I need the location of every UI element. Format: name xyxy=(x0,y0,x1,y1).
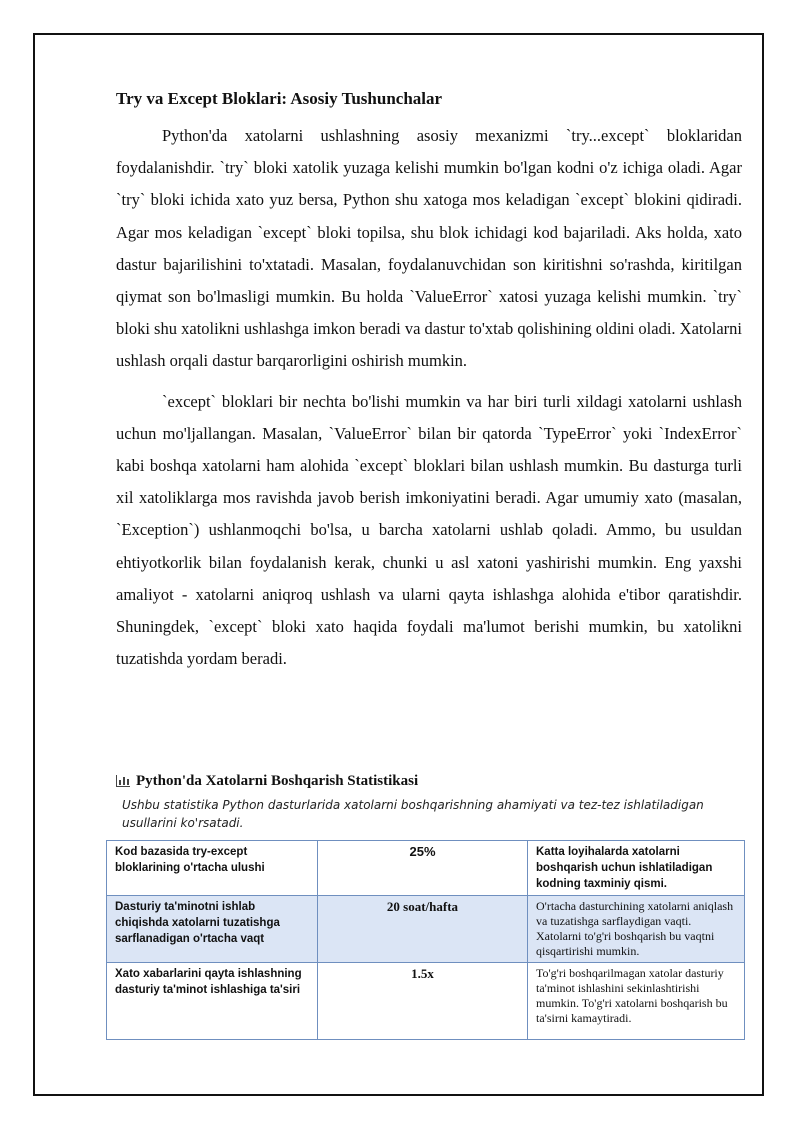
stat-note: To'g'ri boshqarilmagan xatolar dasturiy ta'minot ishlashini sekinlashtirishi mumkin. To'g'ri xatolarni boshqarish bu ta'sirni kamaytiradi. xyxy=(528,963,745,1040)
stats-description: Ushbu statistika Python dasturlarida xatolarni boshqarishning ahamiyati va tez-tez ishlatiladigan usullarini ko'rsatadi. xyxy=(122,798,704,830)
stat-value: 25% xyxy=(318,841,528,896)
stats-table xyxy=(106,840,745,1040)
stat-note: Katta loyihalarda xatolarni boshqarish uchun ishlatiladigan kodning taxminiy qismi. xyxy=(528,841,745,896)
table-row xyxy=(107,896,745,963)
stats-header xyxy=(116,760,742,832)
table-row xyxy=(107,841,745,896)
paragraph-2: `except` bloklari bir nechta bo'lishi mumkin va har biri turli xildagi xatolarni ushlash uchun mo'ljallangan. Masalan, `ValueError` bilan bir qatorda `TypeError` yoki `IndexError` kabi boshqa xatolarni ham alohida `except` bloklari bilan ushlash mumkin. Bu dasturga turli xil xatoliklarga mos ravishda javob berish imkoniyatini beradi. Agar umumiy xato (masalan, `Exception`) ushlanmoqchi bo'lsa, u barcha xatolarni ushlab qoladi. Ammo, bu usuldan ehtiyotkorlik bilan foydalanish kerak, chunki u asl xatoni yashirishi mumkin. Eng yaxshi amaliyot - xatolarni aniqroq ushlash va ularni qayta ishlashga alohida e'tibor qaratishdir. Shuningdek, `except` bloki xato haqida foydali ma'lumot berishi mumkin, bu xatolikni tuzatishda yordam beradi. xyxy=(116,391,742,669)
stat-label: Kod bazasida try-except bloklarining o'rtacha ulushi xyxy=(107,841,318,896)
section-heading: Try va Except Bloklari: Asosiy Tushunchalar xyxy=(116,89,443,108)
table-row xyxy=(107,963,745,1040)
paragraph-1: Python'da xatolarni ushlashning asosiy mexanizmi `try...except` bloklaridan foydalanishdir. `try` bloki xatolik yuzaga kelishi mumkin bo'lgan kodni o'z ichiga oladi. Agar `try` bloki ichida xato yuz bersa, Python shu xatoga mos keladigan `except` blokini qidiradi. Agar mos keladigan `except` bloki topilsa, shu blok ichidagi kod bajariladi. Aks holda, xato dastur bajarilishini to'xtatadi. Masalan, foydalanuvchidan son kiritishni so'rashda, kiritilgan qiymat son bo'lmasligi mumkin. Bu holda `ValueError` xatosi yuzaga kelishi mumkin. `try` bloki shu xatolikni ushlashga imkon beradi va dastur to'xtab qolishining oldini oladi. Xatolarni ushlash orqali dastur barqarorligini oshirish mumkin. xyxy=(116,126,742,371)
stats-title: Python'da Xatolarni Boshqarish Statistikasi xyxy=(136,773,419,789)
stat-note: O'rtacha dasturchining xatolarni aniqlash va tuzatishga sarflaydigan vaqti. Xatolarni to'g'ri boshqarish bu vaqtni qisqartirishi mumkin. xyxy=(528,896,745,963)
stat-label: Dasturiy ta'minotni ishlab chiqishda xatolarni tuzatishga sarflanadigan o'rtacha vaqt xyxy=(107,896,318,963)
stat-value: 1.5x xyxy=(318,963,528,1040)
document-body xyxy=(116,86,742,675)
bar-chart-icon xyxy=(116,775,130,787)
stat-value: 20 soat/hafta xyxy=(318,896,528,963)
stat-label: Xato xabarlarini qayta ishlashning dasturiy ta'minot ishlashiga ta'siri xyxy=(107,963,318,1040)
